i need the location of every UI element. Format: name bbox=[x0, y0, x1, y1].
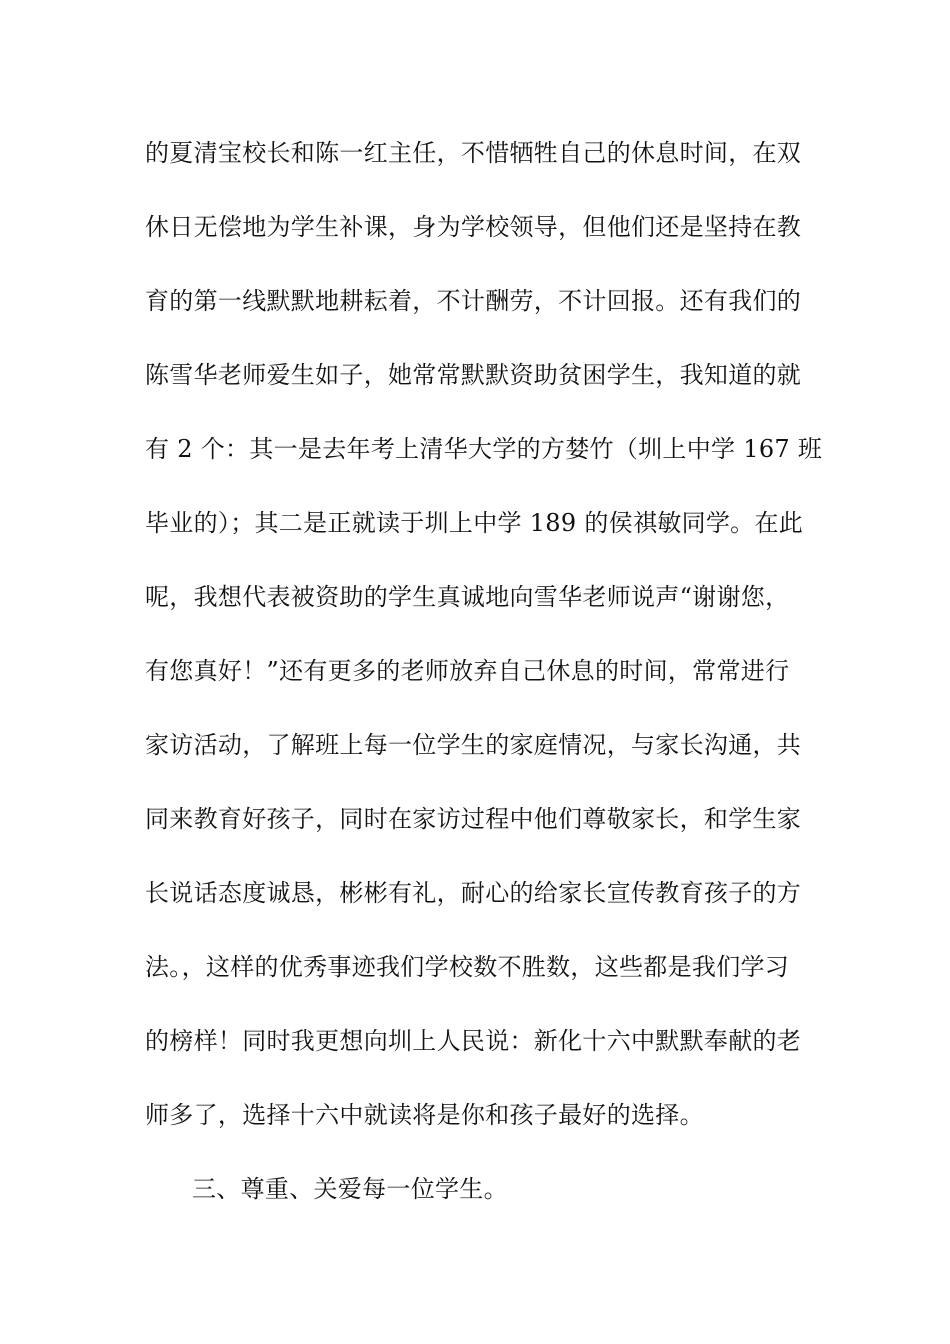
paragraph-line-3: 育的第一线默默地耕耘着，不计酬劳，不计回报。还有我们的 bbox=[145, 287, 802, 315]
paragraph-line-12: 法。，这样的优秀事迹我们学校数不胜数，这些都是我们学习 bbox=[145, 953, 790, 981]
paragraph-line-8: 有您真好！”还有更多的老师放弃自己休息的时间，常常进行 bbox=[145, 657, 790, 685]
paragraph-line-14: 师多了，选择十六中就读将是你和孩子最好的选择。 bbox=[145, 1101, 704, 1129]
paragraph-line-10: 同来教育好孩子，同时在家访过程中他们尊敬家长，和学生家 bbox=[145, 805, 802, 833]
paragraph-line-5: 有 2 个：其一是去年考上清华大学的方婪竹（圳上中学 167 班 bbox=[145, 435, 823, 463]
paragraph-line-4: 陈雪华老师爱生如子，她常常默默资助贫困学生，我知道的就 bbox=[145, 361, 802, 389]
paragraph-line-7: 呢，我想代表被资助的学生真诚地向雪华老师说声“谢谢您， bbox=[145, 583, 790, 611]
paragraph-line-11: 长说话态度诚恳，彬彬有礼，耐心的给家长宣传教育孩子的方 bbox=[145, 879, 802, 907]
paragraph-line-2: 休日无偿地为学生补课，身为学校领导，但他们还是坚持在教 bbox=[145, 213, 802, 241]
paragraph-line-13: 的榜样！同时我更想向圳上人民说：新化十六中默默奉献的老 bbox=[145, 1027, 802, 1055]
paragraph-line-6: 毕业的）；其二是正就读于圳上中学 189 的侯祺敏同学。在此 bbox=[145, 509, 804, 537]
paragraph-line-9: 家访活动，了解班上每一位学生的家庭情况，与家长沟通，共 bbox=[145, 731, 802, 759]
paragraph-line-1: 的夏清宝校长和陈一红主任，不惜牺牲自己的休息时间，在双 bbox=[145, 139, 802, 167]
section-heading: 三、尊重、关爱每一位学生。 bbox=[192, 1175, 508, 1203]
